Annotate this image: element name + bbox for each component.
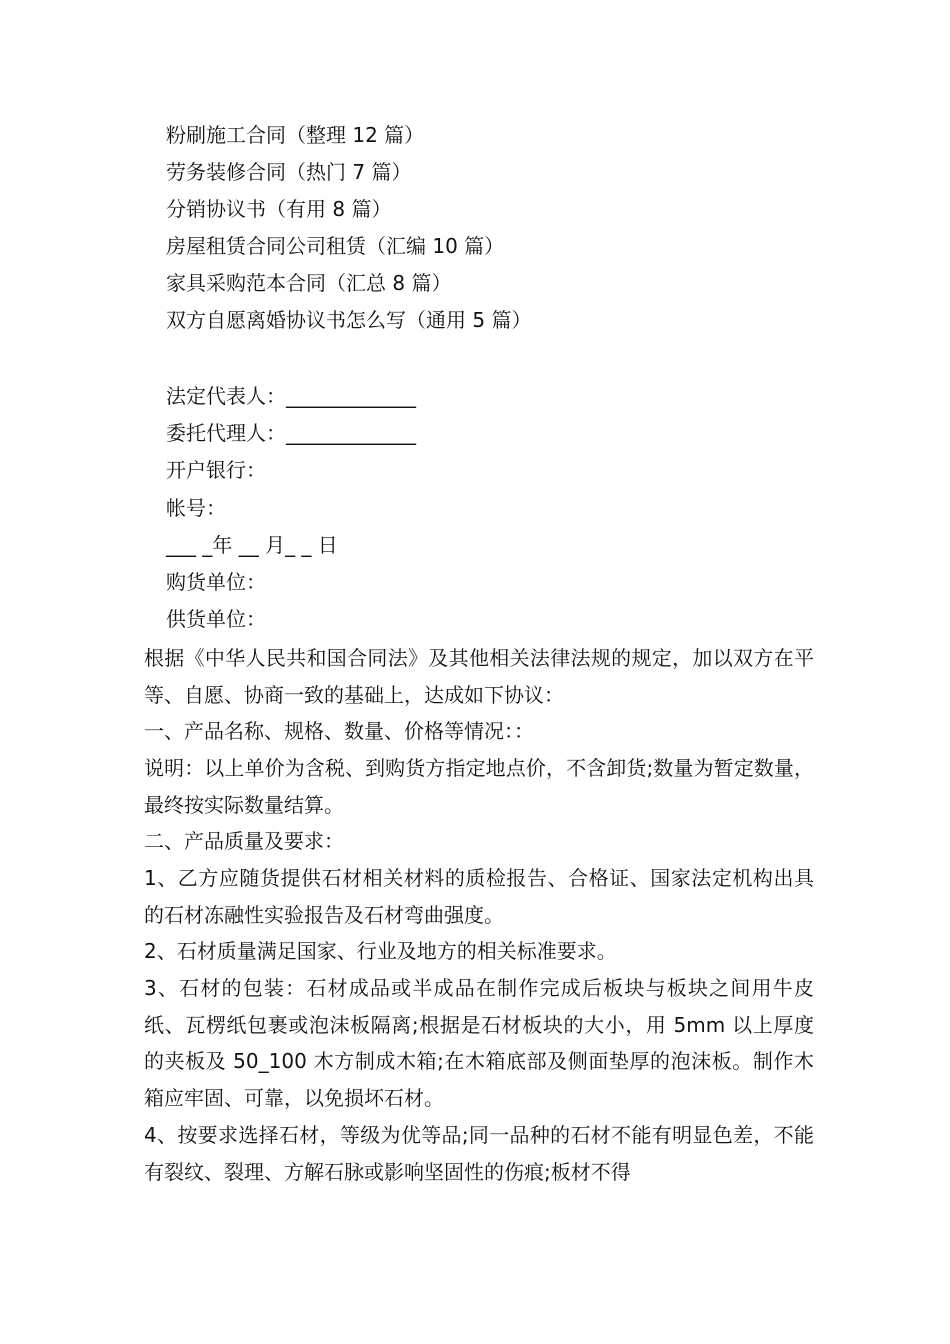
section-two-heading: 二、产品质量及要求： (144, 829, 344, 853)
related-link-4[interactable]: 房屋租赁合同公司租赁（汇编 10 篇） (166, 234, 505, 258)
clause-1-paragraph: 1、乙方应随货提供石材相关材料的质检报告、合格证、国家法定机构出具的石材冻融性实验报告及石材弯曲强度。 (144, 866, 814, 927)
clause-3-paragraph: 3、石材的包装：石材成品或半成品在制作完成后板块与板块之间用牛皮纸、瓦楞纸包裹或泡沫板隔离;根据是石材板块的大小，用 5mm 以上厚度的夹板及 50_100 木方制成木箱;在木箱底部及侧面垫厚的泡沫板。制作木箱应牢固、可靠，以免损坏石材。 (144, 976, 814, 1110)
intro-paragraph: 根据《中华人民共和国合同法》及其他相关法律法规的规定，加以双方在平等、自愿、协商一致的基础上，达成如下协议： (144, 646, 814, 707)
related-link-2[interactable]: 劳务装修合同（热门 7 篇） (166, 160, 412, 184)
price-note-paragraph: 说明：以上单价为含税、到购货方指定地点价，不含卸货;数量为暂定数量，最终按实际数量结算。 (144, 756, 814, 817)
section-one-heading: 一、产品名称、规格、数量、价格等情况：： (144, 719, 534, 743)
date-field: ___ _年 __ 月_ _ 日 (166, 533, 338, 557)
authorized-agent-field: 委托代理人：_____________ (166, 421, 416, 445)
clause-2-paragraph: 2、石材质量满足国家、行业及地方的相关标准要求。 (144, 939, 617, 963)
related-link-1[interactable]: 粉刷施工合同（整理 12 篇） (166, 123, 425, 147)
related-link-5[interactable]: 家具采购范本合同（汇总 8 篇） (166, 271, 452, 295)
buyer-field: 购货单位： (166, 570, 266, 594)
bank-field: 开户银行： (166, 458, 266, 482)
account-field: 帐号： (166, 496, 226, 520)
related-link-6[interactable]: 双方自愿离婚协议书怎么写（通用 5 篇） (166, 308, 532, 332)
supplier-field: 供货单位： (166, 607, 266, 631)
clause-4-paragraph: 4、按要求选择石材，等级为优等品;同一品种的石材不能有明显色差，不能有裂纹、裂理、方解石脉或影响坚固性的伤痕;板材不得 (144, 1123, 814, 1184)
related-link-3[interactable]: 分销协议书（有用 8 篇） (166, 197, 392, 221)
legal-representative-field: 法定代表人：_____________ (166, 384, 416, 408)
